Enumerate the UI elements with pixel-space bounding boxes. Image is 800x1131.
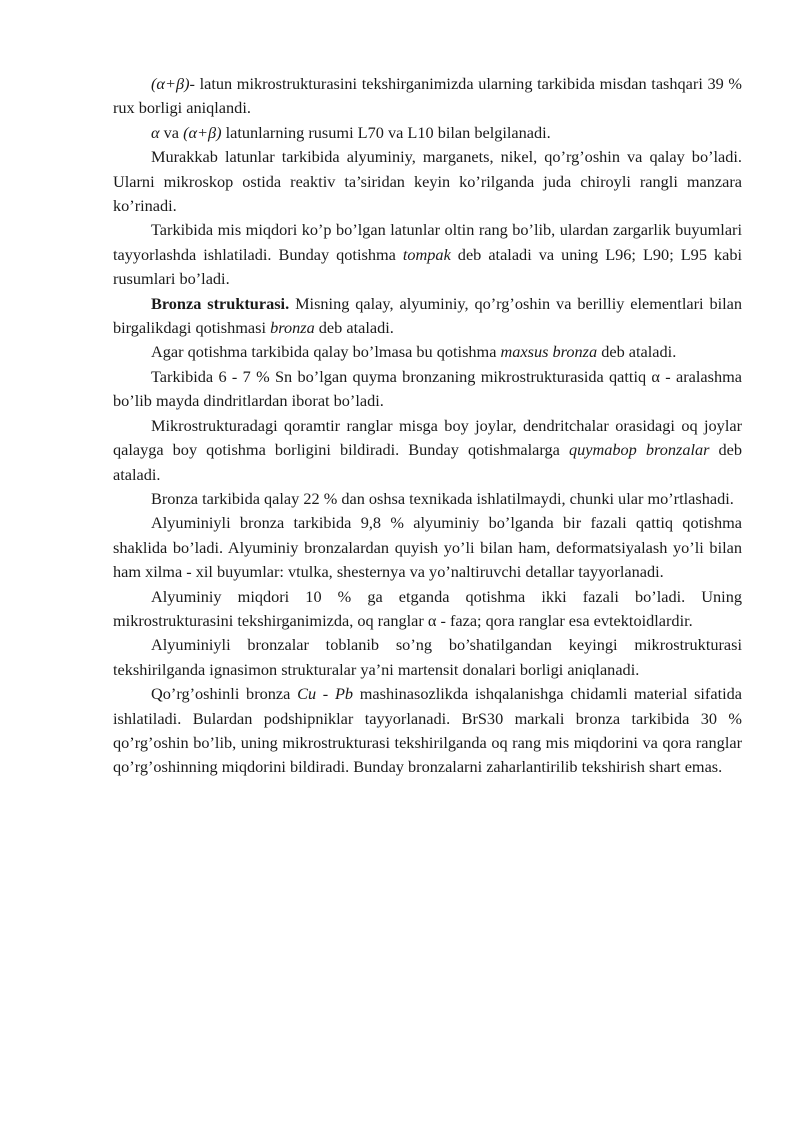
paragraph-p8 bbox=[113, 414, 742, 487]
bold-heading-text: Bronza strukturasi. bbox=[151, 293, 290, 313]
text-run: Alyuminiyli bronza tarkibida 9,8 % alyuminiy bo’lganda bir fazali qattiq qotishma shaklida bo’ladi. Alyuminiy bronzalardan quyish yo’li bilan ham, deformatsiyalash yo’li bilan ham xilma - xil buyumlar: vtulka, shesternya va yo’naltiruvchi detallar tayyorlanadi. bbox=[113, 513, 742, 582]
italic-text: bronza bbox=[270, 318, 315, 338]
italic-text: (α+β) bbox=[183, 122, 222, 142]
text-run: Alyuminiy miqdori 10 % ga etganda qotishma ikki fazali bo’ladi. Uning mikrostrukturasini tekshirganimizda, oq ranglar α - faza; qora ranglar esa evtektoidlardir. bbox=[113, 586, 742, 630]
text-run: deb ataladi. bbox=[314, 318, 394, 338]
text-run: Mikrostrukturadagi qoramtir ranglar misga boy joylar, dendritchalar orasidagi oq joylar qalayga boy qotishma borligini bildiradi. Bunday qotishmalarga bbox=[113, 415, 742, 460]
paragraph-p6 bbox=[113, 340, 742, 364]
italic-text: α bbox=[151, 122, 160, 142]
paragraph-p4 bbox=[113, 218, 742, 291]
text-run: Tarkibida mis miqdori ko’p bo’lgan latunlar oltin rang bo’lib, ulardan zargarlik buyumlari tayyorlashda ishlatiladi. Bunday qotishma bbox=[113, 220, 742, 264]
paragraph-p13 bbox=[113, 682, 742, 780]
document-page bbox=[113, 72, 742, 780]
italic-text: (α+β) bbox=[151, 74, 190, 93]
text-run: Bronza tarkibida qalay 22 % dan oshsa texnikada ishlatilmaydi, chunki ular mo’rtlashadi. bbox=[151, 488, 734, 508]
paragraph-p5 bbox=[113, 292, 742, 341]
italic-text: quymabop bronzalar bbox=[568, 440, 710, 460]
text-run: Agar qotishma tarkibida qalay bo’lmasa bu qotishma bbox=[151, 342, 501, 362]
text-run: latunlarning rusumi L70 va L10 bilan belgilanadi. bbox=[221, 122, 551, 142]
paragraph-p9 bbox=[113, 487, 742, 511]
paragraph-p11 bbox=[113, 585, 742, 634]
text-run: deb ataladi. bbox=[113, 440, 743, 484]
paragraph-p3 bbox=[113, 145, 742, 218]
text-run: Qo’rg’oshinli bronza bbox=[151, 684, 298, 704]
text-run: - latun mikrostrukturasini tekshirganimizda ularning tarkibida misdan tashqari 39 % rux borligi aniqlandi. bbox=[113, 74, 742, 118]
text-run: Murakkab latunlar tarkibida alyuminiy, marganets, nikel, qo’rg’oshin va qalay bo’ladi. Ularni mikroskop ostida reaktiv ta’siridan keyin ko’rilganda juda chiroyli rangli manzara ko’rinadi. bbox=[113, 147, 742, 216]
text-run: deb ataladi. bbox=[597, 342, 677, 362]
paragraph-p1 bbox=[113, 72, 742, 121]
paragraph-p2 bbox=[113, 121, 742, 145]
text-run: Alyuminiyli bronzalar toblanib so’ng bo’shatilgandan keyingi mikrostrukturasi tekshirilganda ignasimon strukturalar ya’ni martensit donalari borligi aniqlanadi. bbox=[113, 635, 742, 679]
text-run: Misning qalay, alyuminiy, qo’rg’oshin va berilliy elementlari bilan birgalikdagi qotishmasi bbox=[113, 293, 742, 338]
italic-text: maxsus bronza bbox=[500, 342, 598, 362]
italic-text: tompak bbox=[402, 244, 451, 264]
italic-text: Cu - Pb bbox=[297, 684, 354, 704]
paragraph-p10 bbox=[113, 511, 742, 584]
paragraph-p7 bbox=[113, 365, 742, 414]
text-run: mashinasozlikda ishqalanishga chidamli material sifatida ishlatiladi. Bulardan podshipniklar tayyorlanadi. BrS30 markali bronza tarkibida 30 % qo’rg’oshin bo’lib, uning mikrostrukturasi tekshirilganda oq rang mis miqdorini va qora ranglar qo’rg’oshinning miqdorini bildiradi. Bunday bronzalarni zaharlantirilib tekshirish shart emas. bbox=[113, 684, 742, 777]
text-run: va bbox=[159, 122, 184, 142]
paragraph-p12 bbox=[113, 633, 742, 682]
text-run: deb ataladi va uning L96; L90; L95 kabi rusumlari bo’ladi. bbox=[113, 244, 742, 289]
text-run: Tarkibida 6 - 7 % Sn bo’lgan quyma bronzaning mikrostrukturasida qattiq α - aralashma bo’lib mayda dindritlardan iborat bo’ladi. bbox=[113, 366, 742, 411]
